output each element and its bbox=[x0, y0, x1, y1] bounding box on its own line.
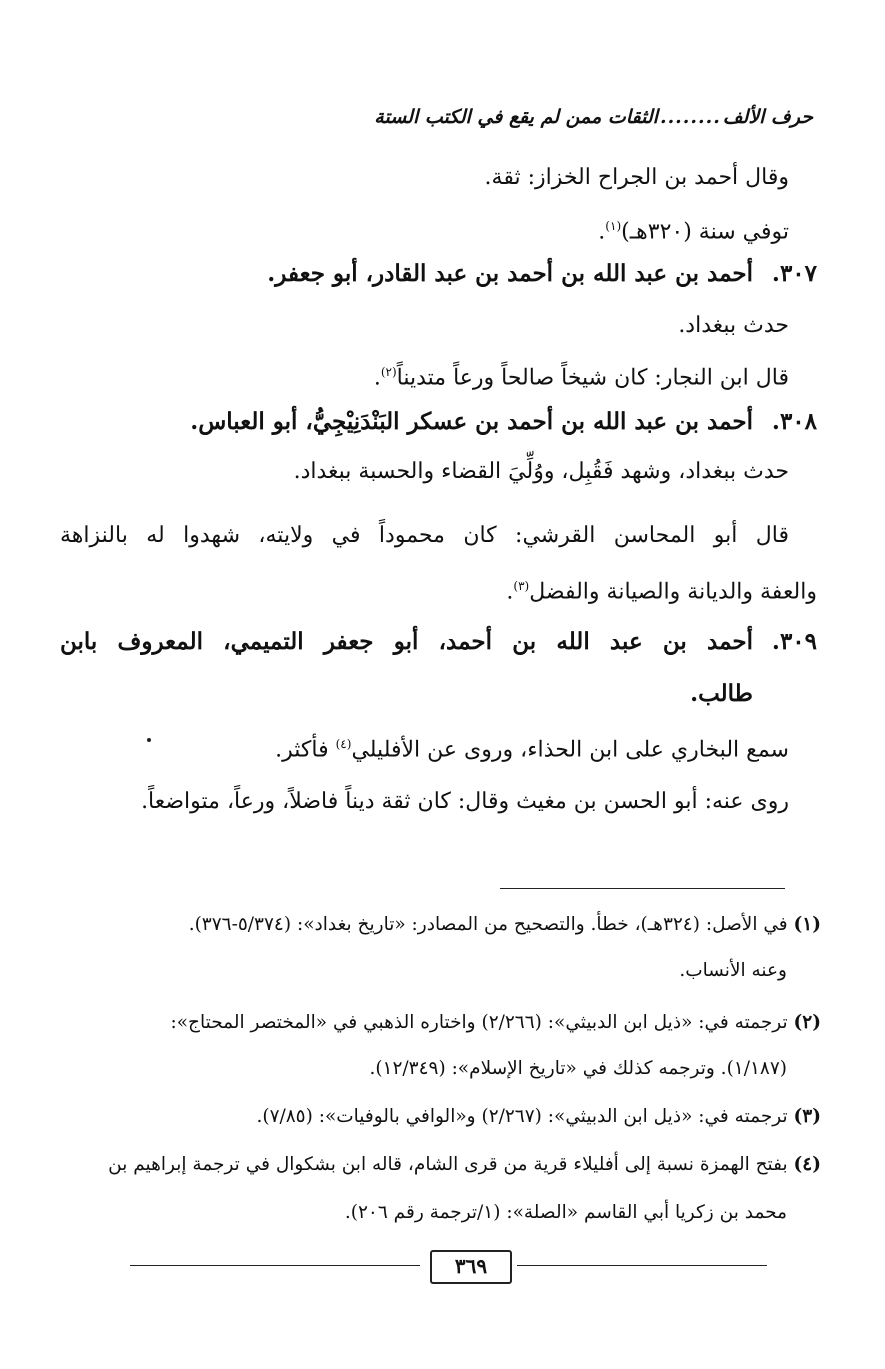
body-line: قال أبو المحاسن القرشي: كان محموداً في ولايته، شهدوا له بالنزاهة bbox=[60, 523, 789, 548]
header-book-title: الثقات ممن لم يقع في الكتب الستة bbox=[374, 106, 658, 128]
entry-number: ٣٠٧. bbox=[771, 260, 817, 287]
entry-heading-309-cont: طالب. bbox=[690, 680, 753, 707]
footnote-4-cont: محمد بن زكريا أبي القاسم «الصلة»: (١/ترجمة رقم ٢٠٦). bbox=[344, 1202, 787, 1223]
footnote-1-cont: وعنه الأنساب. bbox=[679, 960, 787, 981]
footnote-ref[interactable]: (٣) bbox=[513, 579, 530, 593]
footer-rule-right bbox=[517, 1265, 767, 1266]
footnote-2-cont: (١/١٨٧). وترجمه كذلك في «تاريخ الإسلام»: (١٢/٣٤٩). bbox=[369, 1058, 787, 1079]
header-dots: ........ bbox=[659, 106, 721, 128]
footnote-1: (١) في الأصل: (٣٢٤هـ)، خطأ. والتصحيح من المصادر: «تاريخ بغداد»: (٥/٣٧٤-٣٧٦). bbox=[188, 914, 821, 935]
footnote-ref[interactable]: (٤) bbox=[335, 737, 352, 751]
footnote-number: (٢) bbox=[793, 1012, 821, 1033]
footnote-2: (٢) ترجمته في: «ذيل ابن الدبيثي»: (٢/٢٦٦) واختاره الذهبي في «المختصر المحتاج»: bbox=[170, 1012, 821, 1033]
body-line: سمع البخاري على ابن الحذاء، وروى عن الأفليلي$^{(٤)}$ فأكثر. bbox=[275, 737, 789, 763]
footnote-number: (٤) bbox=[793, 1154, 821, 1175]
body-line: حدث ببغداد، وشهد فَقُبِل، ووُلِّيَ القضاء والحسبة ببغداد. bbox=[293, 459, 789, 484]
body-line: حدث ببغداد. bbox=[678, 313, 789, 338]
entry-heading-309 bbox=[60, 622, 817, 662]
entry-heading-308 bbox=[60, 402, 817, 442]
entry-number: ٣٠٩. bbox=[771, 628, 817, 655]
footnote-3: (٣) ترجمته في: «ذيل ابن الدبيثي»: (٢/٢٦٧) و«الوافي بالوفيات»: (٧/٨٥). bbox=[256, 1106, 821, 1127]
footnote-4: (٤) بفتح الهمزة نسبة إلى أفليلاء قرية من قرى الشام، قاله ابن بشكوال في ترجمة إبراهيم بن bbox=[108, 1154, 821, 1175]
footer-rule-left bbox=[130, 1265, 420, 1266]
footnote-ref[interactable]: (١) bbox=[605, 219, 622, 233]
footnote-ref[interactable]: (٢) bbox=[380, 365, 397, 379]
entry-name: أحمد بن عبد الله بن أحمد بن عسكر البَنْدَنِيْجِيُّ، أبو العباس. bbox=[190, 408, 753, 435]
page-footer bbox=[130, 1250, 767, 1280]
body-line: والعفة والديانة والصيانة والفضل$^{(٣)}$. bbox=[506, 579, 817, 605]
footnote-number: (٣) bbox=[793, 1106, 821, 1127]
header-letter: حرف الألف bbox=[722, 106, 813, 128]
footnote-separator bbox=[500, 888, 785, 889]
body-line: توفي سنة (٣٢٠هـ)$^{(١)}$. bbox=[598, 219, 789, 245]
running-header bbox=[160, 100, 813, 134]
entry-number: ٣٠٨. bbox=[771, 408, 817, 435]
body-line: وقال أحمد بن الجراح الخزاز: ثقة. bbox=[484, 165, 789, 190]
ink-dot bbox=[147, 738, 151, 742]
page-number: ٣٦٩ bbox=[430, 1250, 512, 1284]
body-line: قال ابن النجار: كان شيخاً صالحاً ورعاً متديناً$^{(٢)}$. bbox=[373, 365, 789, 391]
body-line: روى عنه: أبو الحسن بن مغيث وقال: كان ثقة ديناً فاضلاً، ورعاً، متواضعاً. bbox=[141, 789, 789, 814]
entry-heading-307 bbox=[60, 254, 817, 294]
footnote-number: (١) bbox=[793, 914, 821, 935]
entry-name: أحمد بن عبد الله بن أحمد، أبو جعفر التميمي، المعروف بابن bbox=[60, 628, 753, 655]
entry-name: أحمد بن عبد الله بن أحمد بن عبد القادر، أبو جعفر. bbox=[267, 260, 753, 287]
